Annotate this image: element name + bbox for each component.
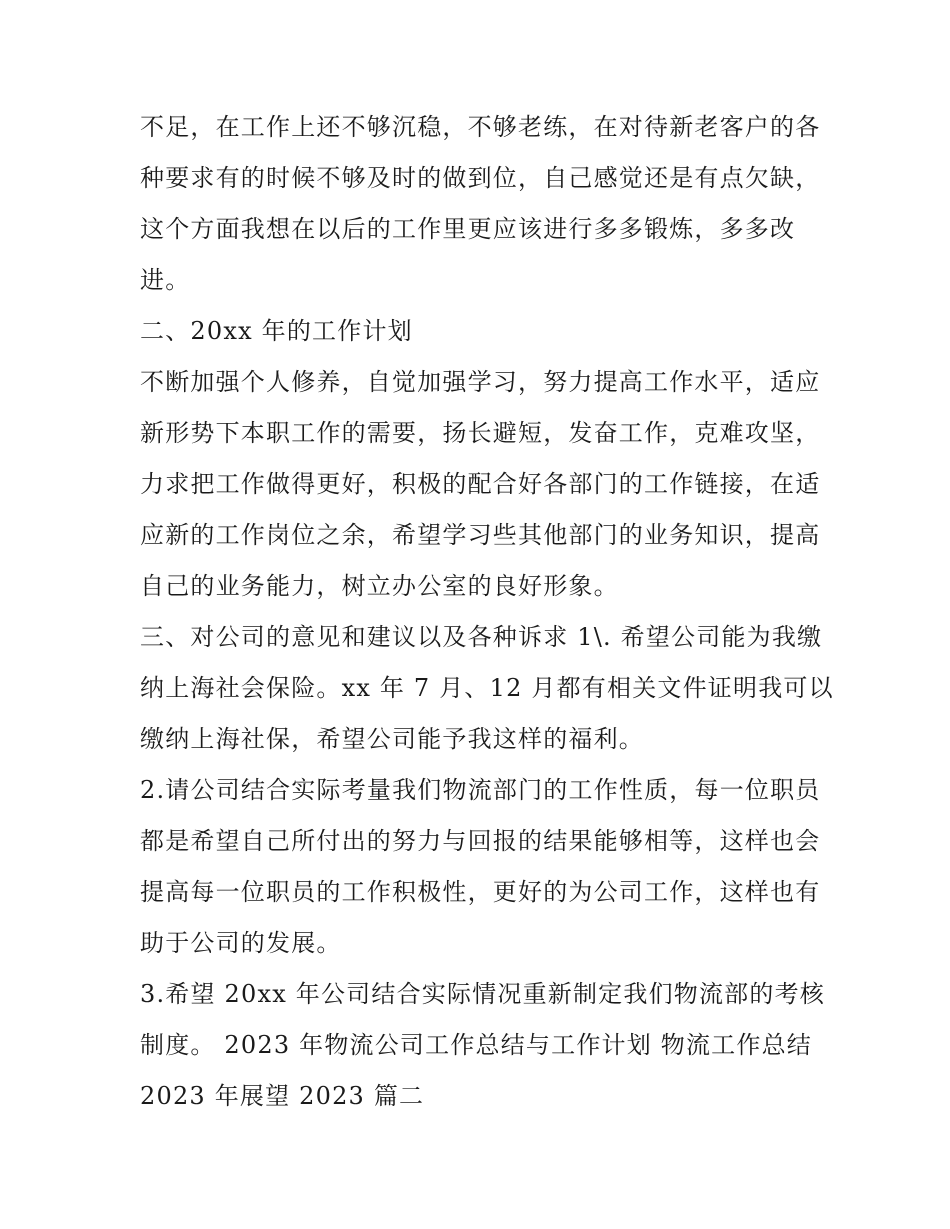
text-line: 2023 年展望 2023 篇二 bbox=[140, 1082, 425, 1110]
body-text bbox=[140, 102, 834, 1122]
text-line: 提高每一位职员的工作积极性，更好的为公司工作，这样也有 bbox=[140, 878, 821, 906]
text-line: 应新的工作岗位之余，希望学习些其他部门的业务知识，提高 bbox=[140, 521, 821, 549]
text-line: 3.希望 20xx 年公司结合实际情况重新制定我们物流部的考核 bbox=[140, 980, 825, 1008]
text-line: 制度。 2023 年物流公司工作总结与工作计划 物流工作总结 bbox=[140, 1031, 812, 1059]
section-heading: 三、对公司的意见和建议以及各种诉求 1\. 希望公司能为我缴 bbox=[140, 623, 823, 651]
text-line: 纳上海社会保险。xx 年 7 月、12 月都有相关文件证明我可以 bbox=[140, 674, 834, 702]
text-line: 2.请公司结合实际考量我们物流部门的工作性质，每一位职员 bbox=[140, 776, 821, 804]
text-line: 自己的业务能力，树立办公室的良好形象。 bbox=[140, 572, 619, 600]
section-heading: 二、20xx 年的工作计划 bbox=[140, 317, 413, 345]
text-line: 都是希望自己所付出的努力与回报的结果能够相等，这样也会 bbox=[140, 827, 821, 855]
text-line: 进。 bbox=[140, 266, 191, 294]
text-line: 这个方面我想在以后的工作里更应该进行多多锻炼，多多改 bbox=[140, 215, 796, 243]
text-line: 新形势下本职工作的需要，扬长避短，发奋工作，克难攻坚， bbox=[140, 419, 821, 447]
text-line: 缴纳上海社保，希望公司能予我这样的福利。 bbox=[140, 725, 644, 753]
text-line: 助于公司的发展。 bbox=[140, 929, 342, 957]
text-line: 力求把工作做得更好，积极的配合好各部门的工作链接，在适 bbox=[140, 470, 821, 498]
text-line: 不足，在工作上还不够沉稳，不够老练，在对待新老客户的各 bbox=[140, 113, 821, 141]
text-line: 种要求有的时候不够及时的做到位，自己感觉还是有点欠缺， bbox=[140, 164, 821, 192]
text-line: 不断加强个人修养，自觉加强学习，努力提高工作水平，适应 bbox=[140, 368, 821, 396]
